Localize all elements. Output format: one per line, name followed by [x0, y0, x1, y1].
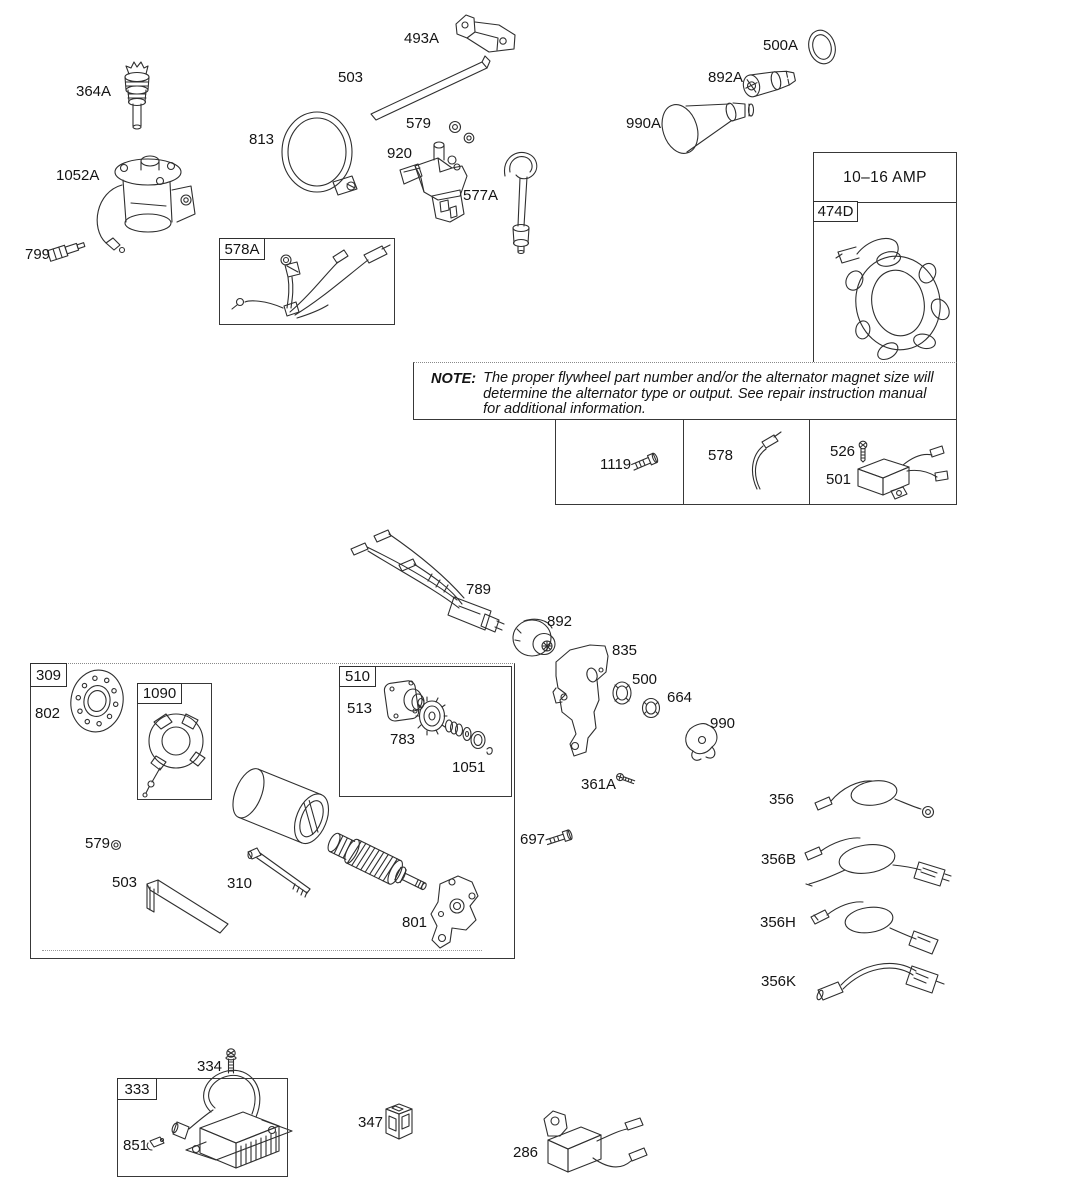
part-label-990A: 990A [626, 115, 662, 132]
part-label-356B: 356B [761, 851, 797, 868]
part-label-835: 835 [612, 642, 638, 659]
part-label-892: 892 [547, 613, 573, 630]
boxed-label-333-text: 333 [124, 1080, 150, 1098]
drawing-347-switch [386, 1104, 412, 1139]
boxed-label-474D [813, 201, 858, 222]
part-label-500: 500 [632, 671, 658, 688]
drawing-579-nuts [450, 122, 474, 143]
table-divider-2 [809, 419, 810, 504]
part-label-799: 799 [25, 246, 51, 263]
part-label-334: 334 [197, 1058, 223, 1075]
boxed-label-578A-text: 578A [224, 240, 260, 258]
part-label-801: 801 [402, 914, 428, 931]
boxed-label-309 [30, 663, 67, 687]
drawing-334-screw [226, 1049, 236, 1073]
part-label-513: 513 [347, 700, 373, 717]
drawing-356-wire [815, 778, 934, 818]
part-label-697: 697 [520, 831, 546, 848]
note-prefix: NOTE: [431, 371, 477, 387]
part-label-501: 501 [826, 471, 852, 488]
note-text [414, 363, 956, 418]
part-label-347: 347 [358, 1114, 384, 1131]
part-label-500A: 500A [763, 37, 799, 54]
part-label-892A: 892A [708, 69, 744, 86]
part-label-1052A: 1052A [56, 167, 100, 184]
drawing-813-clamp-band [282, 112, 357, 195]
part-label-1119: 1119 [600, 456, 632, 473]
drawing-1052A-starter-solenoid [97, 156, 195, 253]
drawing-493A-bracket [456, 15, 515, 52]
boxed-label-578A [219, 238, 265, 260]
boxed-label-333 [117, 1078, 157, 1100]
part-label-526: 526 [830, 443, 856, 460]
note-box [413, 362, 957, 420]
part-label-789: 789 [466, 581, 492, 598]
part-label-813: 813 [249, 131, 275, 148]
part-label-577A: 577A [463, 187, 499, 204]
boxed-label-1090-text: 1090 [142, 685, 177, 702]
amp-rating-label: 10–16 AMP [843, 168, 927, 186]
part-label-356K: 356K [761, 973, 797, 990]
drawing-286-module [544, 1111, 647, 1172]
drawing-664-nut [643, 699, 660, 718]
alternator-group-box [813, 152, 957, 362]
part-label-579-top: 579 [406, 115, 432, 132]
note-line-2: determine the alternator type or output. See repair instruction manual [483, 385, 927, 402]
part-label-664: 664 [667, 689, 693, 706]
note-line-3: for additional information. [483, 401, 646, 417]
drawing-503-rod [371, 56, 490, 120]
part-label-578: 578 [708, 447, 734, 464]
part-label-920: 920 [387, 145, 413, 162]
part-label-356H: 356H [760, 914, 796, 931]
part-label-579-bottom: 579 [85, 835, 111, 852]
drawing-500-washer [613, 682, 631, 704]
boxed-label-510-text: 510 [344, 668, 371, 685]
amp-rating-header [814, 153, 956, 203]
part-label-783: 783 [390, 731, 416, 748]
drawing-799-bolt [47, 239, 86, 261]
drawing-356B-wire [805, 838, 951, 886]
drawing-364A-oil-plug [125, 62, 149, 129]
drawing-361A-screw [616, 773, 636, 786]
part-label-361A: 361A [581, 776, 617, 793]
boxed-label-510 [339, 666, 376, 687]
boxed-label-309-text: 309 [35, 666, 62, 684]
part-label-493A: 493A [404, 30, 440, 47]
boxed-label-474D-text: 474D [817, 203, 854, 220]
drawing-697-screw [545, 829, 573, 847]
part-label-851: 851 [123, 1137, 149, 1154]
table-divider-1 [683, 419, 684, 504]
part-label-356: 356 [769, 791, 795, 808]
part-label-364A: 364A [76, 83, 112, 100]
note-line-1: The proper flywheel part number and/or the alternator magnet size will [483, 370, 934, 386]
drawing-835-bracket [553, 645, 608, 756]
part-label-503-bottom: 503 [112, 874, 138, 891]
part-label-286: 286 [513, 1144, 539, 1161]
boxed-label-1090 [137, 683, 182, 704]
drawing-500A-oring [805, 27, 839, 67]
part-label-1051: 1051 [452, 759, 486, 776]
drawing-892A-plug [741, 66, 796, 98]
part-label-503-top: 503 [338, 69, 364, 86]
drawing-356H-wire [811, 902, 938, 954]
drawing-990A-funnel [656, 100, 753, 158]
drawing-356K-wire [816, 963, 944, 1000]
part-label-802: 802 [35, 705, 61, 722]
drawing-577A-dipstick [505, 152, 537, 253]
part-label-310: 310 [227, 875, 253, 892]
part-label-990: 990 [710, 715, 736, 732]
